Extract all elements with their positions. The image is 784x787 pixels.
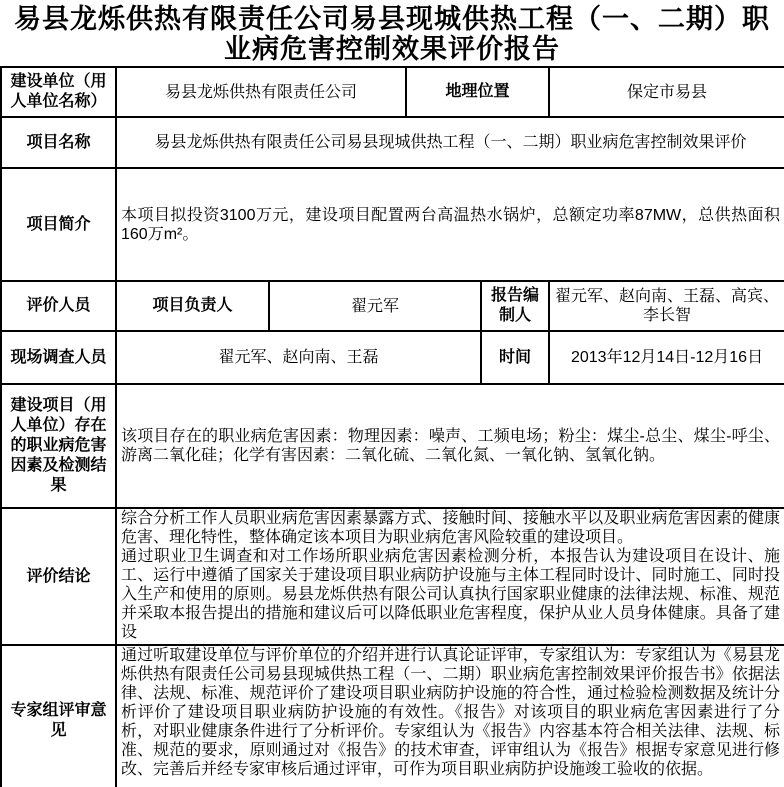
construction-unit-value: 易县龙烁供热有限责任公司 [116,67,406,117]
row-site-survey [1,331,784,384]
geo-location-value: 保定市易县 [549,67,784,117]
expert-review-value: 通过听取建设单位与评价单位的介绍并进行认真论证评审，专家组认为：专家组认为《易县龙烁供热有限责任公司易县现城供热工程（一、二期）职业病危害控制效果评价报告书》依据法律、法规、标准、规范评价了建设项目职业病防护设施的符合性，通过检验检测数据及统计分析评价了建设项目职业病防护设施的有效性。《报告》对该项目的职业病危害因素进行了分析，对职业健康条件进行了分析评价。专家组认为《报告》内容基本符合相关法律、法规、标准、规范的要求，原则通过对《报告》的技术审查，评审组认为《报告》根据专家意见进行修改、完善后并经专家审核后通过评审，可作为项目职业病防护设施竣工验收的依据。 [116,645,784,787]
survey-time-value: 2013年12月14日-12月16日 [549,331,784,384]
report-table [0,66,784,787]
project-leader-label: 项目负责人 [116,281,269,331]
report-compiler-label: 报告编制人 [481,281,549,331]
conclusion-label: 评价结论 [1,508,116,645]
page-title: 易县龙烁供热有限责任公司易县现城供热工程（一、二期）职业病危害控制效果评价报告 [14,4,770,64]
expert-review-label: 专家组评审意见 [1,645,116,787]
hazard-factors-label: 建设项目（用人单位）存在的职业病危害因素及检测结果 [1,384,116,508]
row-conclusion [1,508,784,645]
report-compiler-value: 翟元军、赵向南、王磊、高宾、李长智 [549,281,784,331]
project-intro-value: 本项目拟投资3100万元，建设项目配置两台高温热水锅炉，总额定功率87MW，总供热面积160万m²。 [116,168,784,281]
project-name-value: 易县龙烁供热有限责任公司易县现城供热工程（一、二期）职业病危害控制效果评价 [116,117,784,168]
row-hazard-factors [1,384,784,508]
construction-unit-label: 建设单位（用人单位名称） [1,67,116,117]
site-survey-label: 现场调查人员 [1,331,116,384]
conclusion-value [116,508,784,645]
survey-time-label: 时间 [481,331,549,384]
hazard-factors-value: 该项目存在的职业病危害因素：物理因素：噪声、工频电场；粉尘：煤尘-总尘、煤尘-呼尘、游离二氧化硅；化学有害因素：二氧化硫、二氧化氮、一氧化钠、氢氧化钠。 [116,384,784,508]
project-name-label: 项目名称 [1,117,116,168]
site-survey-value: 翟元军、赵向南、王磊 [116,331,481,384]
project-leader-value: 翟元军 [269,281,481,331]
row-project-name [1,117,784,168]
row-project-intro [1,168,784,281]
project-intro-label: 项目简介 [1,168,116,281]
conclusion-paragraph-2: 通过职业卫生调查和对工作场所职业病危害因素检测分析，本报告认为建设项目在设计、施工、运行中遵循了国家关于建设项目职业病防护设施与主体工程同时设计、同时施工、同时投入生产和使用的原则。易县龙烁供热有限公司认真执行国家职业健康的法律法规、标准、规范并采取本报告提出的措施和建议后可以降低职业危害程度，保护从业人员身体健康。具备了建设 [121,548,781,641]
row-evaluators [1,281,784,331]
row-expert-review [1,645,784,787]
conclusion-paragraph-1: 综合分析工作人员职业病危害因素暴露方式、接触时间、接触水平以及职业病危害因素的健康危害、理化特性，整体确定该本项目为职业病危害风险较重的建设项目。 [121,510,781,546]
geo-location-label: 地理位置 [406,67,549,117]
evaluators-label: 评价人员 [1,281,116,331]
row-construction-unit [1,67,784,117]
